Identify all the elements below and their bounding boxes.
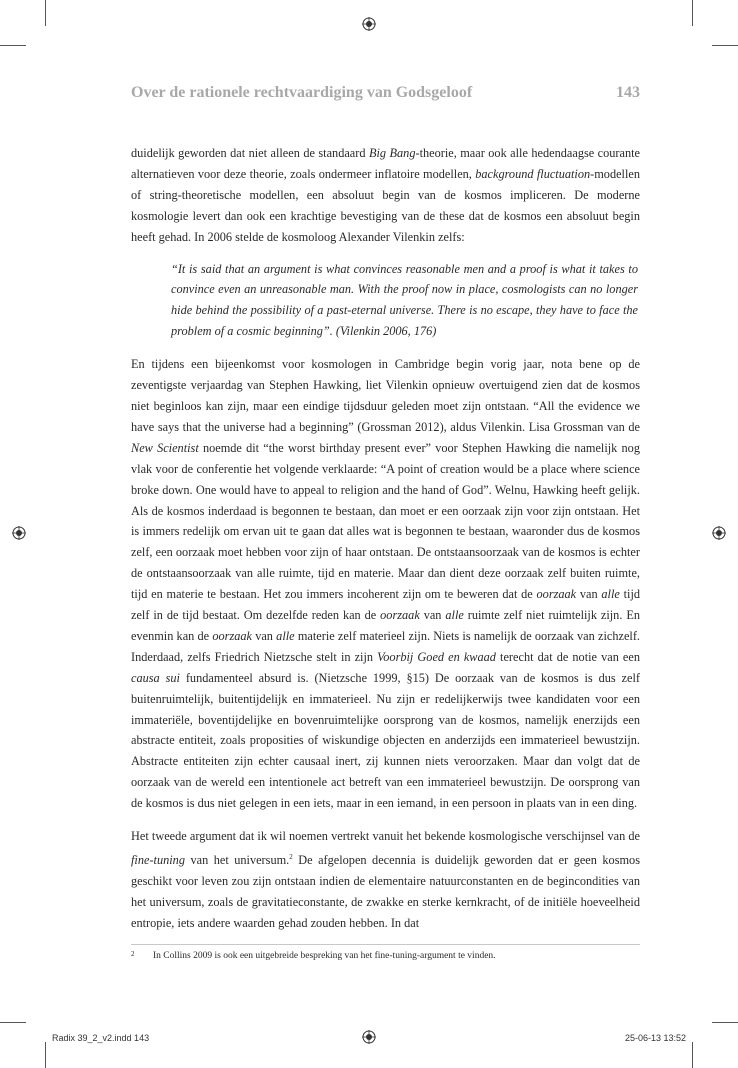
registration-mark-icon: [712, 526, 726, 540]
text-run: En tijdens een bijeenkomst voor kosmologen in Cambridge begin vorig jaar, nota bene op de zeventigste verjaardag van Stephen Hawking, liet Vilenkin opnieuw overtuigend zien dat de kosmos niet beginloos kan zijn, maar een eindige tijdsduur geleden moet zijn ontstaan. “All the evidence we have says that the universe had a beginning” (Grossman 2012), aldus Vilenkin. Lisa Grossman van de: [131, 357, 640, 434]
crop-mark: [0, 1022, 26, 1023]
crop-mark: [45, 1042, 46, 1068]
text-run: -theorie, maar ook alle hedendaagse courante alternatieven voor deze theorie, zoals ondermeer inflatoire modellen,: [131, 146, 640, 181]
registration-mark-icon: [362, 1030, 376, 1044]
text-run: van: [576, 587, 602, 602]
paragraph: [131, 143, 640, 248]
crop-mark: [692, 0, 693, 26]
emphasis: alle: [601, 587, 620, 602]
crop-mark: [0, 45, 26, 46]
text-run: duidelijk geworden dat niet alleen de standaard: [131, 146, 369, 160]
crop-mark: [45, 0, 46, 26]
running-header: [131, 84, 640, 106]
text-run: terecht dat de notie van een: [495, 649, 640, 664]
text-run: ruimte zelf niet ruimtelijk zijn. En evenmin kan de: [131, 608, 640, 643]
emphasis: oorzaak: [380, 608, 420, 623]
text-run: tijd zelf in de tijd bestaat. Om dezelfde reden kan de: [131, 587, 641, 623]
text-run: De afgelopen decennia is duidelijk geworden dat er geen kosmos geschikt voor leven zou zijn ontstaan indien de elementaire natuurconstanten en de begincondities van het universum, zoals de gravitatieconstante, de zwakke en sterke kernkracht, of de initiële hoeveelheid entropie, iets andere waarden gehad zouden hebben. In dat: [131, 853, 640, 930]
slug-timestamp: 25-06-13 13:52: [625, 1033, 687, 1043]
crop-mark: [712, 45, 738, 46]
text-run: van: [419, 608, 446, 623]
footnote-reference[interactable]: 2: [289, 853, 293, 861]
emphasis: fine-tuning: [131, 853, 185, 868]
emphasis: alle: [276, 628, 295, 643]
crop-mark: [692, 1042, 693, 1068]
page-number: 143: [616, 84, 640, 101]
emphasis: Voorbij Goed en kwaad: [377, 649, 496, 664]
text-run: fundamenteel absurd is. (Nietzsche 1999, §15) De oorzaak van de kosmos is dus zelf buitenruimtelijk, buitentijdelijk en immaterieel. Nu zijn er redelijkerwijs twee kandidaten voor een immateriële, boventijdelijke en bovenruimtelijke oorsprong van de kosmos, namelijk enerzijds een abstracte entiteit, zoals proposities of wiskundige objecten en anderzijds een immaterieel bewustzijn. Abstracte entiteiten zijn echter causaal inert, zij kunnen niets veroorzaken. Maar dan volgt dat de oorzaak van de wereld een intentionele act betreft van een immaterieel bewustzijn. De oorsprong van de kosmos is dus niet gelegen in een iets, maar in een iemand, in een persoon in plaats van in een ding.: [131, 670, 640, 811]
emphasis: Big Bang: [368, 146, 416, 160]
text-run: noemde dit “the worst birthday present ever” voor Stephen Hawking die namelijk nog vlak voor de conferentie het volgende verklaarde: “A point of creation would be a place where science broke down. One would have to appeal to religion and the hand of God”. Welnu, Hawking heeft gelijk. Als de kosmos inderdaad is begonnen te bestaan, dan moet er een oorzaak zijn voor zijn ontstaan. Het is immers redelijk om ervan uit te gaan dat alles wat is begonnen te bestaan, waaronder dus de kosmos zelf, een oorzaak moet hebben voor zijn of haar ontstaan. De ontstaansoorzaak van de kosmos is echter de ontstaansoorzaak van alle ruimte, tijd en materie. Maar dan dient deze oorzaak zelf buiten ruimte, tijd en materie te bestaan. Het zou immers incoherent zijn om te beweren dat de: [131, 440, 640, 602]
paragraph: [131, 826, 640, 934]
emphasis: background fluctuation: [475, 166, 591, 181]
emphasis: oorzaak: [212, 628, 252, 643]
text-run: van: [251, 628, 277, 643]
footnote-text: In Collins 2009 is ook een uitgebreide bespreking van het fine-tuning-argument te vinden.: [153, 951, 496, 961]
emphasis: causa sui: [131, 670, 180, 685]
text-run: -modellen of string-theoretische modellen, een absoluut begin van de kosmos impliceren. De moderne kosmologie levert dan ook een krachtige bevestiging van de these dat de kosmos een absoluut begin heeft gehad. In 2006 stelde de kosmoloog Alexander Vilenkin zelfs:: [131, 166, 640, 244]
footnote-marker: 2: [131, 950, 135, 958]
block-quote: “It is said that an argument is what convinces reasonable men and a proof is what it takes to convince even an unreasonable man. With the proof now in place, cosmologists can no longer hide behind the possibility of a past-eternal universe. There is no escape, they have to face the problem of a cosmic beginning”. (Vilenkin 2006, 176): [171, 261, 638, 339]
emphasis: oorzaak: [536, 587, 577, 602]
emphasis: New Scientist: [131, 440, 199, 455]
running-title: Over de rationele rechtvaardiging van Godsgeloof: [131, 84, 473, 101]
paragraph: [131, 354, 640, 814]
text-run: van het universum.: [184, 853, 290, 868]
registration-mark-icon: [362, 17, 376, 31]
body-text: [131, 143, 640, 934]
emphasis: alle: [445, 608, 464, 623]
crop-mark: [712, 1022, 738, 1023]
footnote-divider: [131, 944, 640, 945]
slug-filename: Radix 39_2_v2.indd 143: [52, 1033, 150, 1043]
text-run: Het tweede argument dat ik wil noemen vertrekt vanuit het bekende kosmologische verschijnsel van de: [131, 829, 640, 844]
registration-mark-icon: [12, 526, 26, 540]
text-run: materie zelf materieel zijn. Niets is namelijk de oorzaak van zichzelf. Inderdaad, zelfs Friedrich Nietzsche stelt in zijn: [131, 628, 640, 664]
